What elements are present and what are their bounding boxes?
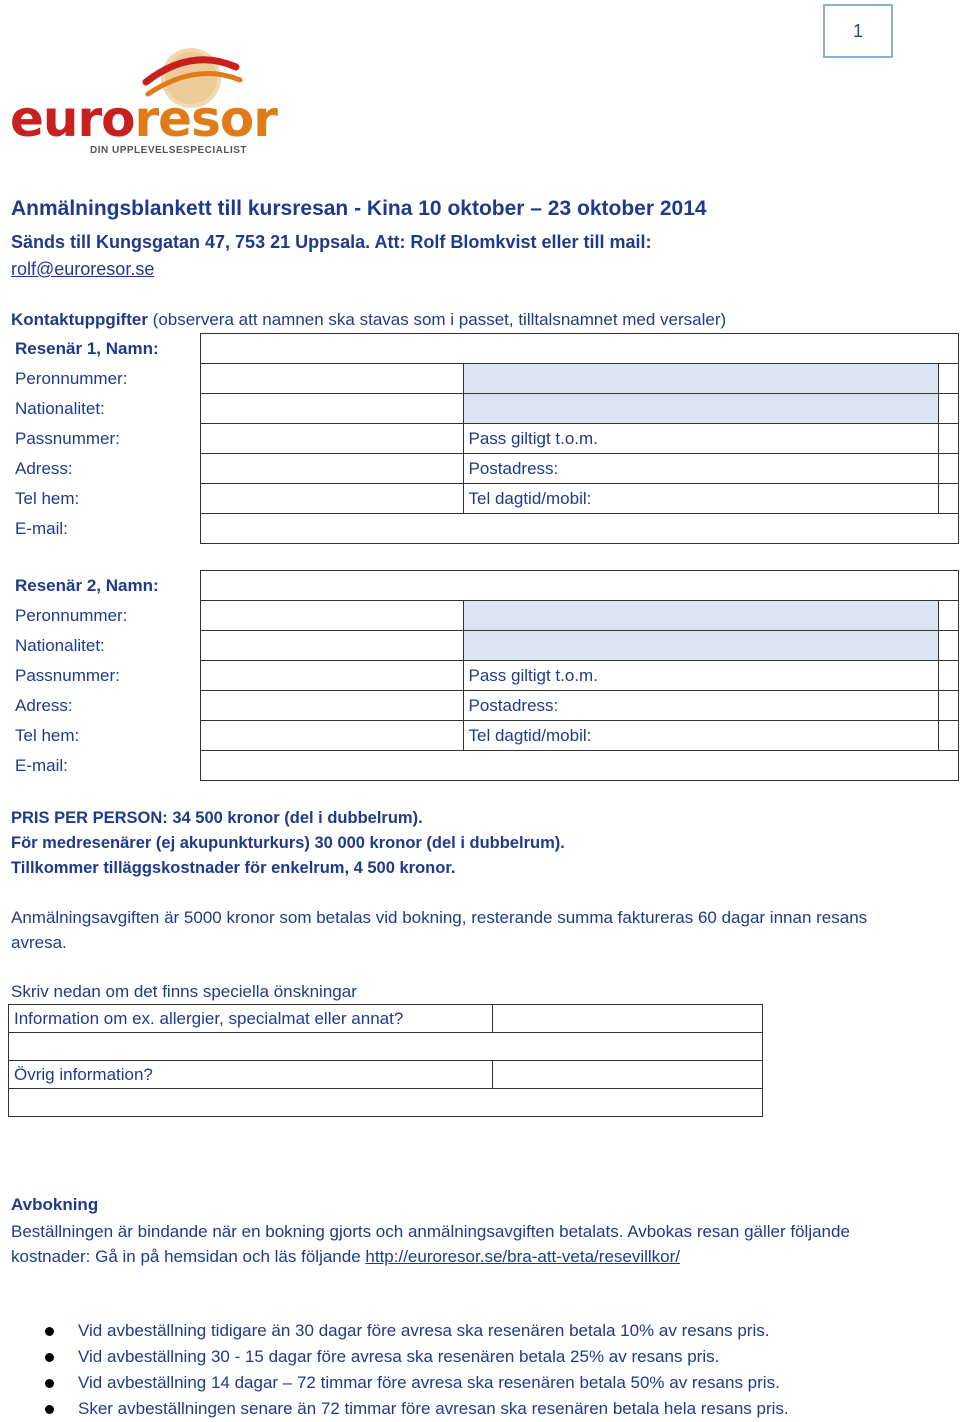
table-row [10, 691, 958, 721]
list-item [40, 1396, 950, 1422]
wishes-table [8, 1004, 763, 1117]
traveler-2-pnr-field[interactable] [200, 601, 463, 631]
allergy-field[interactable] [493, 1005, 763, 1033]
traveler-2-address-label: Adress: [10, 691, 200, 721]
traveler-1-pnr-label: Peronnummer: [10, 364, 200, 394]
traveler-1-name-label: Resenär 1, Namn: [10, 334, 200, 364]
traveler-2-pass-label: Passnummer: [10, 661, 200, 691]
traveler-1-pnr-field[interactable] [200, 364, 463, 394]
table-row [10, 751, 958, 781]
traveler-1-address-label: Adress: [10, 454, 200, 484]
table-row [10, 571, 958, 601]
fee-text: Anmälningsavgiften är 5000 kronor som betalas vid bokning, resterande summa faktureras 60 dagar innan resans avresa. [11, 908, 868, 952]
logo-tagline: DIN UPPLEVELSESPECIALIST [90, 145, 248, 156]
price-per-person: PRIS PER PERSON: 34 500 kronor (del i dubbelrum). [11, 809, 423, 827]
table-row [9, 1033, 763, 1061]
table-row [10, 514, 958, 544]
traveler-2-nat-label: Nationalitet: [10, 631, 200, 661]
allergy-extra-field[interactable] [9, 1033, 763, 1061]
table-row [10, 721, 958, 751]
page-number: 1 [823, 4, 893, 58]
table-row [9, 1089, 763, 1117]
euroresor-logo [8, 42, 328, 162]
traveler-1-postal-end[interactable] [938, 454, 958, 484]
traveler-2-table [10, 570, 959, 781]
traveler-1-address-field[interactable] [200, 454, 463, 484]
list-item [40, 1370, 950, 1396]
list-item [40, 1344, 950, 1370]
traveler-2-email-field[interactable] [200, 751, 958, 781]
table-row [10, 631, 958, 661]
table-row [10, 601, 958, 631]
table-row [9, 1061, 763, 1089]
traveler-1-pass-label: Passnummer: [10, 424, 200, 454]
table-row [10, 484, 958, 514]
traveler-1-name-field[interactable] [200, 334, 958, 364]
traveler-2-nat-end [938, 631, 958, 661]
traveler-1-tel-field[interactable] [200, 484, 463, 514]
logo-resor: resor [134, 90, 277, 148]
traveler-2-pnr-end [938, 601, 958, 631]
rule-text: Vid avbeställning 14 dagar – 72 timmar före avresa ska resenären betala 50% av resans pris. [78, 1373, 780, 1392]
traveler-2-mobile-label: Tel dagtid/mobil: [463, 721, 938, 751]
pricing-block [11, 806, 565, 881]
traveler-1-pnr-end [938, 364, 958, 394]
rule-text: Sker avbeställningen senare än 72 timmar före avresan ska resenären betala hela resans pris. [78, 1399, 789, 1418]
contact-heading-bold: Kontaktuppgifter [11, 310, 148, 329]
traveler-2-pass-valid-label: Pass giltigt t.o.m. [463, 661, 938, 691]
traveler-2-mobile-end[interactable] [938, 721, 958, 751]
bullet-icon [45, 1379, 54, 1388]
contact-heading-note: (observera att namnen ska stavas som i passet, tilltalsnamnet med versaler) [147, 310, 727, 329]
traveler-2-tel-label: Tel hem: [10, 721, 200, 751]
contact-heading [11, 310, 726, 330]
table-row [10, 334, 958, 364]
allergy-label: Information om ex. allergier, specialmat eller annat? [9, 1005, 493, 1033]
other-info-extra-field[interactable] [9, 1089, 763, 1117]
cancellation-body: Beställningen är bindande när en bokning gjorts och anmälningsavgiften betalats. Avbokas resan gäller följande kostnader: Gå in på hemsidan och läs följande [11, 1222, 850, 1266]
table-row [10, 454, 958, 484]
traveler-1-pass-valid-label: Pass giltigt t.o.m. [463, 424, 938, 454]
table-row [10, 394, 958, 424]
bullet-icon [45, 1405, 54, 1414]
wishes-heading: Skriv nedan om det finns speciella önskningar [11, 982, 357, 1001]
form-title: Anmälningsblankett till kursresan - Kina 10 oktober – 23 oktober 2014 [11, 197, 707, 220]
table-row [10, 364, 958, 394]
other-info-label: Övrig information? [9, 1061, 493, 1089]
traveler-1-table [10, 333, 959, 544]
price-companion: För medresenärer (ej akupunkturkurs) 30 000 kronor (del i dubbelrum). [11, 834, 565, 852]
table-row [10, 661, 958, 691]
table-row [9, 1005, 763, 1033]
table-row [10, 424, 958, 454]
traveler-2-postal-label: Postadress: [463, 691, 938, 721]
traveler-1-mobile-label: Tel dagtid/mobil: [463, 484, 938, 514]
cancellation-heading: Avbokning [11, 1195, 99, 1214]
other-info-field[interactable] [493, 1061, 763, 1089]
traveler-1-nat-end [938, 394, 958, 424]
traveler-1-nat-field[interactable] [200, 394, 463, 424]
traveler-2-nat-shaded[interactable] [463, 631, 938, 661]
price-single-room: Tillkommer tilläggskostnader för enkelrum, 4 500 kronor. [11, 859, 456, 877]
traveler-1-postal-label: Postadress: [463, 454, 938, 484]
traveler-2-pnr-shaded[interactable] [463, 601, 938, 631]
traveler-1-email-field[interactable] [200, 514, 958, 544]
traveler-2-pnr-label: Peronnummer: [10, 601, 200, 631]
traveler-1-pass-valid-end[interactable] [938, 424, 958, 454]
cancellation-rules [40, 1318, 950, 1422]
bullet-icon [45, 1353, 54, 1362]
logo-wordmark [10, 90, 277, 148]
logo-euro: euro [10, 90, 135, 148]
traveler-2-name-field[interactable] [200, 571, 958, 601]
traveler-1-pass-field[interactable] [200, 424, 463, 454]
list-item [40, 1318, 950, 1344]
traveler-1-mobile-end[interactable] [938, 484, 958, 514]
traveler-2-pass-valid-end[interactable] [938, 661, 958, 691]
cancellation-text [11, 1219, 871, 1269]
traveler-1-nat-shaded[interactable] [463, 394, 938, 424]
traveler-1-nat-label: Nationalitet: [10, 394, 200, 424]
bullet-icon [45, 1327, 54, 1336]
traveler-1-pnr-shaded[interactable] [463, 364, 938, 394]
traveler-1-tel-label: Tel hem: [10, 484, 200, 514]
terms-link[interactable]: http://euroresor.se/bra-att-veta/resevillkor/ [365, 1247, 681, 1266]
contact-email-link[interactable]: rolf@euroresor.se [11, 259, 155, 279]
traveler-2-nat-field[interactable] [200, 631, 463, 661]
traveler-2-address-field[interactable] [200, 691, 463, 721]
traveler-2-pass-field[interactable] [200, 661, 463, 691]
traveler-1-email-label: E-mail: [10, 514, 200, 544]
traveler-2-postal-end[interactable] [938, 691, 958, 721]
rule-text: Vid avbeställning tidigare än 30 dagar före avresa ska resenären betala 10% av resans pris. [78, 1321, 770, 1340]
traveler-2-tel-field[interactable] [200, 721, 463, 751]
traveler-2-name-label: Resenär 2, Namn: [10, 571, 200, 601]
traveler-2-email-label: E-mail: [10, 751, 200, 781]
send-address: Sänds till Kungsgatan 47, 753 21 Uppsala. Att: Rolf Blomkvist eller till mail: [11, 232, 652, 252]
rule-text: Vid avbeställning 30 - 15 dagar före avresa ska resenären betala 25% av resans pris. [78, 1347, 720, 1366]
